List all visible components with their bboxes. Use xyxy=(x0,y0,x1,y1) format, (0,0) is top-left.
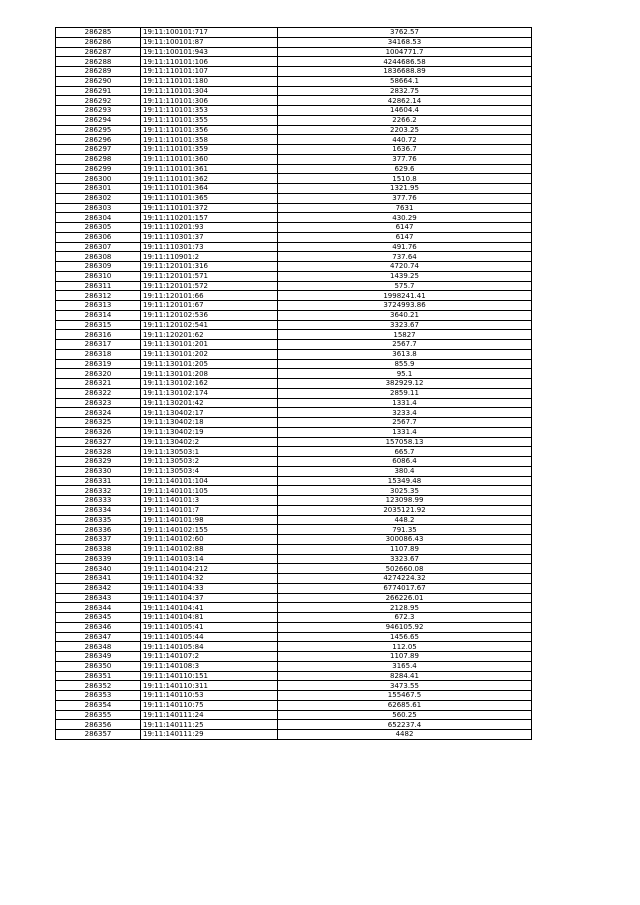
row-id-cell: 286309 xyxy=(56,262,141,272)
row-id-cell: 286322 xyxy=(56,388,141,398)
table-row xyxy=(56,622,532,632)
value-cell: 380.4 xyxy=(278,466,532,476)
value-cell: 4244686.58 xyxy=(278,57,532,67)
row-id-cell: 286305 xyxy=(56,223,141,233)
row-id-cell: 286347 xyxy=(56,632,141,642)
table-row xyxy=(56,271,532,281)
cadastral-number-cell: 19:11:130402:17 xyxy=(141,408,278,418)
cadastral-number-cell: 19:11:110101:361 xyxy=(141,164,278,174)
cadastral-number-cell: 19:11:110101:359 xyxy=(141,145,278,155)
table-row xyxy=(56,476,532,486)
cadastral-number-cell: 19:11:110101:365 xyxy=(141,193,278,203)
value-cell: 1107.89 xyxy=(278,544,532,554)
row-id-cell: 286310 xyxy=(56,271,141,281)
table-row xyxy=(56,213,532,223)
row-id-cell: 286357 xyxy=(56,730,141,740)
row-id-cell: 286342 xyxy=(56,583,141,593)
table-row xyxy=(56,115,532,125)
table-row xyxy=(56,437,532,447)
row-id-cell: 286329 xyxy=(56,457,141,467)
cadastral-number-cell: 19:11:130402:19 xyxy=(141,427,278,437)
row-id-cell: 286306 xyxy=(56,232,141,242)
row-id-cell: 286311 xyxy=(56,281,141,291)
cadastral-number-cell: 19:11:120102:536 xyxy=(141,310,278,320)
cadastral-number-cell: 19:11:140101:104 xyxy=(141,476,278,486)
cadastral-number-cell: 19:11:110101:362 xyxy=(141,174,278,184)
row-id-cell: 286345 xyxy=(56,613,141,623)
value-cell: 377.76 xyxy=(278,193,532,203)
value-cell: 502660.08 xyxy=(278,564,532,574)
value-cell: 652237.4 xyxy=(278,720,532,730)
table-row xyxy=(56,505,532,515)
row-id-cell: 286312 xyxy=(56,291,141,301)
row-id-cell: 286355 xyxy=(56,710,141,720)
cadastral-number-cell: 19:11:110101:364 xyxy=(141,184,278,194)
table-row xyxy=(56,554,532,564)
table-row xyxy=(56,457,532,467)
cadastral-number-cell: 19:11:110101:180 xyxy=(141,76,278,86)
table-row xyxy=(56,135,532,145)
value-cell: 1331.4 xyxy=(278,398,532,408)
value-cell: 155467.5 xyxy=(278,691,532,701)
table-row xyxy=(56,67,532,77)
table-row xyxy=(56,652,532,662)
cadastral-number-cell: 19:11:130503:1 xyxy=(141,447,278,457)
value-cell: 7631 xyxy=(278,203,532,213)
table-row xyxy=(56,681,532,691)
value-cell: 491.76 xyxy=(278,242,532,252)
cadastral-number-cell: 19:11:140105:84 xyxy=(141,642,278,652)
table-row xyxy=(56,164,532,174)
cadastral-number-cell: 19:11:120101:316 xyxy=(141,262,278,272)
cadastral-number-cell: 19:11:110101:355 xyxy=(141,115,278,125)
value-cell: 3025.35 xyxy=(278,486,532,496)
table-row xyxy=(56,223,532,233)
table-row xyxy=(56,710,532,720)
cadastral-number-cell: 19:11:140104:81 xyxy=(141,613,278,623)
table-row xyxy=(56,691,532,701)
cadastral-number-cell: 19:11:120101:66 xyxy=(141,291,278,301)
table-row xyxy=(56,262,532,272)
row-id-cell: 286334 xyxy=(56,505,141,515)
cadastral-number-cell: 19:11:110101:360 xyxy=(141,154,278,164)
row-id-cell: 286350 xyxy=(56,661,141,671)
table-row xyxy=(56,525,532,535)
cadastral-number-cell: 19:11:140104:41 xyxy=(141,603,278,613)
value-cell: 448.2 xyxy=(278,515,532,525)
value-cell: 2567.7 xyxy=(278,340,532,350)
value-cell: 58664.1 xyxy=(278,76,532,86)
table-row xyxy=(56,544,532,554)
cadastral-number-cell: 19:11:140110:53 xyxy=(141,691,278,701)
row-id-cell: 286318 xyxy=(56,349,141,359)
table-row xyxy=(56,57,532,67)
row-id-cell: 286293 xyxy=(56,106,141,116)
row-id-cell: 286346 xyxy=(56,622,141,632)
table-row xyxy=(56,193,532,203)
cadastral-number-cell: 19:11:110901:2 xyxy=(141,252,278,262)
table-row xyxy=(56,720,532,730)
table-row xyxy=(56,730,532,740)
row-id-cell: 286298 xyxy=(56,154,141,164)
value-cell: 62685.61 xyxy=(278,700,532,710)
value-cell: 3473.55 xyxy=(278,681,532,691)
cadastral-number-cell: 19:11:100101:87 xyxy=(141,37,278,47)
cadastral-number-cell: 19:11:110101:304 xyxy=(141,86,278,96)
row-id-cell: 286337 xyxy=(56,535,141,545)
table-row xyxy=(56,154,532,164)
cadastral-number-cell: 19:11:100101:717 xyxy=(141,28,278,38)
row-id-cell: 286313 xyxy=(56,301,141,311)
row-id-cell: 286308 xyxy=(56,252,141,262)
table-row xyxy=(56,252,532,262)
table-row xyxy=(56,671,532,681)
table-row xyxy=(56,242,532,252)
cadastral-number-cell: 19:11:130101:205 xyxy=(141,359,278,369)
table-row xyxy=(56,613,532,623)
table-row xyxy=(56,700,532,710)
cadastral-number-cell: 19:11:130402:18 xyxy=(141,418,278,428)
value-cell: 1998241.41 xyxy=(278,291,532,301)
value-cell: 15349.48 xyxy=(278,476,532,486)
row-id-cell: 286291 xyxy=(56,86,141,96)
value-cell: 3165.4 xyxy=(278,661,532,671)
value-cell: 2859.11 xyxy=(278,388,532,398)
value-cell: 3724993.86 xyxy=(278,301,532,311)
table-row xyxy=(56,281,532,291)
cadastral-number-cell: 19:11:140111:25 xyxy=(141,720,278,730)
row-id-cell: 286344 xyxy=(56,603,141,613)
table-row xyxy=(56,203,532,213)
cadastral-number-cell: 19:11:110301:73 xyxy=(141,242,278,252)
cadastral-number-cell: 19:11:130503:4 xyxy=(141,466,278,476)
value-cell: 672.3 xyxy=(278,613,532,623)
row-id-cell: 286331 xyxy=(56,476,141,486)
value-cell: 3323.67 xyxy=(278,320,532,330)
value-cell: 1636.7 xyxy=(278,145,532,155)
value-cell: 300086.43 xyxy=(278,535,532,545)
table-row xyxy=(56,86,532,96)
value-cell: 95.1 xyxy=(278,369,532,379)
value-cell: 2832.75 xyxy=(278,86,532,96)
cadastral-number-cell: 19:11:140101:7 xyxy=(141,505,278,515)
table-row xyxy=(56,661,532,671)
value-cell: 112.05 xyxy=(278,642,532,652)
cadastral-number-cell: 19:11:120102:541 xyxy=(141,320,278,330)
cadastral-number-cell: 19:11:140104:37 xyxy=(141,593,278,603)
table-row xyxy=(56,291,532,301)
row-id-cell: 286332 xyxy=(56,486,141,496)
row-id-cell: 286290 xyxy=(56,76,141,86)
value-cell: 3613.8 xyxy=(278,349,532,359)
table-row xyxy=(56,369,532,379)
cadastral-number-cell: 19:11:140107:2 xyxy=(141,652,278,662)
table-row xyxy=(56,106,532,116)
value-cell: 2128.95 xyxy=(278,603,532,613)
value-cell: 1331.4 xyxy=(278,427,532,437)
cadastral-number-cell: 19:11:110101:107 xyxy=(141,67,278,77)
cadastral-number-cell: 19:11:140104:33 xyxy=(141,583,278,593)
table-body xyxy=(56,28,532,740)
cadastral-number-cell: 19:11:110201:93 xyxy=(141,223,278,233)
value-cell: 2567.7 xyxy=(278,418,532,428)
table-row xyxy=(56,330,532,340)
value-cell: 123098.99 xyxy=(278,496,532,506)
value-cell: 34168.53 xyxy=(278,37,532,47)
value-cell: 266226.01 xyxy=(278,593,532,603)
value-cell: 1004771.7 xyxy=(278,47,532,57)
value-cell: 6147 xyxy=(278,223,532,233)
row-id-cell: 286295 xyxy=(56,125,141,135)
value-cell: 737.64 xyxy=(278,252,532,262)
cadastral-number-cell: 19:11:140101:3 xyxy=(141,496,278,506)
cadastral-number-cell: 19:11:140111:29 xyxy=(141,730,278,740)
value-cell: 1439.25 xyxy=(278,271,532,281)
cadastral-number-cell: 19:11:120101:67 xyxy=(141,301,278,311)
value-cell: 946105.92 xyxy=(278,622,532,632)
row-id-cell: 286289 xyxy=(56,67,141,77)
table-row xyxy=(56,125,532,135)
value-cell: 1107.89 xyxy=(278,652,532,662)
cadastral-number-cell: 19:11:130101:201 xyxy=(141,340,278,350)
data-table xyxy=(55,27,532,740)
row-id-cell: 286326 xyxy=(56,427,141,437)
row-id-cell: 286299 xyxy=(56,164,141,174)
cadastral-number-cell: 19:11:130503:2 xyxy=(141,457,278,467)
row-id-cell: 286285 xyxy=(56,28,141,38)
table-row xyxy=(56,447,532,457)
value-cell: 3762.57 xyxy=(278,28,532,38)
table-row xyxy=(56,76,532,86)
row-id-cell: 286354 xyxy=(56,700,141,710)
row-id-cell: 286316 xyxy=(56,330,141,340)
row-id-cell: 286292 xyxy=(56,96,141,106)
value-cell: 6086.4 xyxy=(278,457,532,467)
table-row xyxy=(56,593,532,603)
row-id-cell: 286348 xyxy=(56,642,141,652)
table-row xyxy=(56,515,532,525)
cadastral-number-cell: 19:11:130102:174 xyxy=(141,388,278,398)
row-id-cell: 286323 xyxy=(56,398,141,408)
value-cell: 2203.25 xyxy=(278,125,532,135)
value-cell: 4720.74 xyxy=(278,262,532,272)
value-cell: 1321.95 xyxy=(278,184,532,194)
cadastral-number-cell: 19:11:130102:162 xyxy=(141,379,278,389)
row-id-cell: 286335 xyxy=(56,515,141,525)
table-row xyxy=(56,28,532,38)
cadastral-number-cell: 19:11:140102:88 xyxy=(141,544,278,554)
cadastral-number-cell: 19:11:140102:155 xyxy=(141,525,278,535)
row-id-cell: 286294 xyxy=(56,115,141,125)
row-id-cell: 286304 xyxy=(56,213,141,223)
cadastral-number-cell: 19:11:130402:2 xyxy=(141,437,278,447)
row-id-cell: 286340 xyxy=(56,564,141,574)
table-row xyxy=(56,320,532,330)
value-cell: 440.72 xyxy=(278,135,532,145)
table-row xyxy=(56,466,532,476)
row-id-cell: 286320 xyxy=(56,369,141,379)
row-id-cell: 286336 xyxy=(56,525,141,535)
value-cell: 3323.67 xyxy=(278,554,532,564)
table-row xyxy=(56,37,532,47)
cadastral-number-cell: 19:11:140111:24 xyxy=(141,710,278,720)
value-cell: 377.76 xyxy=(278,154,532,164)
table-row xyxy=(56,418,532,428)
row-id-cell: 286325 xyxy=(56,418,141,428)
row-id-cell: 286349 xyxy=(56,652,141,662)
value-cell: 791.35 xyxy=(278,525,532,535)
cadastral-number-cell: 19:11:110101:358 xyxy=(141,135,278,145)
table-row xyxy=(56,603,532,613)
cadastral-number-cell: 19:11:110101:356 xyxy=(141,125,278,135)
cadastral-number-cell: 19:11:130201:42 xyxy=(141,398,278,408)
cadastral-number-cell: 19:11:140105:44 xyxy=(141,632,278,642)
row-id-cell: 286319 xyxy=(56,359,141,369)
cadastral-number-cell: 19:11:120101:571 xyxy=(141,271,278,281)
cadastral-number-cell: 19:11:120201:62 xyxy=(141,330,278,340)
row-id-cell: 286297 xyxy=(56,145,141,155)
row-id-cell: 286286 xyxy=(56,37,141,47)
row-id-cell: 286351 xyxy=(56,671,141,681)
cadastral-number-cell: 19:11:110301:37 xyxy=(141,232,278,242)
table-row xyxy=(56,47,532,57)
value-cell: 382929.12 xyxy=(278,379,532,389)
row-id-cell: 286288 xyxy=(56,57,141,67)
row-id-cell: 286324 xyxy=(56,408,141,418)
row-id-cell: 286307 xyxy=(56,242,141,252)
cadastral-number-cell: 19:11:130101:202 xyxy=(141,349,278,359)
cadastral-number-cell: 19:11:120101:572 xyxy=(141,281,278,291)
cadastral-number-cell: 19:11:100101:943 xyxy=(141,47,278,57)
row-id-cell: 286338 xyxy=(56,544,141,554)
row-id-cell: 286296 xyxy=(56,135,141,145)
row-id-cell: 286317 xyxy=(56,340,141,350)
table-row xyxy=(56,398,532,408)
cadastral-number-cell: 19:11:140101:105 xyxy=(141,486,278,496)
cadastral-number-cell: 19:11:140105:41 xyxy=(141,622,278,632)
cadastral-number-cell: 19:11:140110:311 xyxy=(141,681,278,691)
value-cell: 6147 xyxy=(278,232,532,242)
cadastral-number-cell: 19:11:140103:14 xyxy=(141,554,278,564)
table-row xyxy=(56,340,532,350)
cadastral-number-cell: 19:11:110101:372 xyxy=(141,203,278,213)
row-id-cell: 286314 xyxy=(56,310,141,320)
cadastral-number-cell: 19:11:140104:32 xyxy=(141,574,278,584)
cadastral-number-cell: 19:11:140108:3 xyxy=(141,661,278,671)
table-row xyxy=(56,145,532,155)
value-cell: 1510.8 xyxy=(278,174,532,184)
table-row xyxy=(56,486,532,496)
value-cell: 3233.4 xyxy=(278,408,532,418)
table-row xyxy=(56,96,532,106)
table-row xyxy=(56,408,532,418)
table-row xyxy=(56,349,532,359)
table-row xyxy=(56,642,532,652)
cadastral-number-cell: 19:11:140110:75 xyxy=(141,700,278,710)
table-row xyxy=(56,310,532,320)
value-cell: 1456.65 xyxy=(278,632,532,642)
cadastral-number-cell: 19:11:110101:306 xyxy=(141,96,278,106)
row-id-cell: 286352 xyxy=(56,681,141,691)
table-row xyxy=(56,359,532,369)
cadastral-number-cell: 19:11:140101:98 xyxy=(141,515,278,525)
row-id-cell: 286330 xyxy=(56,466,141,476)
table-row xyxy=(56,388,532,398)
table-row xyxy=(56,535,532,545)
row-id-cell: 286287 xyxy=(56,47,141,57)
value-cell: 629.6 xyxy=(278,164,532,174)
table-row xyxy=(56,574,532,584)
value-cell: 855.9 xyxy=(278,359,532,369)
table-row xyxy=(56,301,532,311)
row-id-cell: 286343 xyxy=(56,593,141,603)
cadastral-number-cell: 19:11:140110:151 xyxy=(141,671,278,681)
value-cell: 560.25 xyxy=(278,710,532,720)
cadastral-number-cell: 19:11:110101:353 xyxy=(141,106,278,116)
cadastral-number-cell: 19:11:140102:60 xyxy=(141,535,278,545)
row-id-cell: 286339 xyxy=(56,554,141,564)
row-id-cell: 286327 xyxy=(56,437,141,447)
value-cell: 14604.4 xyxy=(278,106,532,116)
table-row xyxy=(56,427,532,437)
value-cell: 8284.41 xyxy=(278,671,532,681)
row-id-cell: 286341 xyxy=(56,574,141,584)
value-cell: 42862.14 xyxy=(278,96,532,106)
table-row xyxy=(56,583,532,593)
cadastral-number-cell: 19:11:110201:157 xyxy=(141,213,278,223)
table-row xyxy=(56,496,532,506)
table-row xyxy=(56,184,532,194)
table-row xyxy=(56,379,532,389)
table-row xyxy=(56,174,532,184)
cadastral-number-cell: 19:11:110101:106 xyxy=(141,57,278,67)
row-id-cell: 286356 xyxy=(56,720,141,730)
value-cell: 575.7 xyxy=(278,281,532,291)
row-id-cell: 286302 xyxy=(56,193,141,203)
value-cell: 2266.2 xyxy=(278,115,532,125)
value-cell: 1836688.89 xyxy=(278,67,532,77)
value-cell: 430.29 xyxy=(278,213,532,223)
value-cell: 2035121.92 xyxy=(278,505,532,515)
value-cell: 4482 xyxy=(278,730,532,740)
row-id-cell: 286303 xyxy=(56,203,141,213)
row-id-cell: 286328 xyxy=(56,447,141,457)
cadastral-number-cell: 19:11:130101:208 xyxy=(141,369,278,379)
value-cell: 3640.21 xyxy=(278,310,532,320)
table-row xyxy=(56,632,532,642)
value-cell: 6774017.67 xyxy=(278,583,532,593)
cadastral-number-cell: 19:11:140104:212 xyxy=(141,564,278,574)
row-id-cell: 286321 xyxy=(56,379,141,389)
value-cell: 15827 xyxy=(278,330,532,340)
value-cell: 157058.13 xyxy=(278,437,532,447)
value-cell: 4274224.32 xyxy=(278,574,532,584)
row-id-cell: 286353 xyxy=(56,691,141,701)
row-id-cell: 286315 xyxy=(56,320,141,330)
table-row xyxy=(56,232,532,242)
row-id-cell: 286300 xyxy=(56,174,141,184)
value-cell: 665.7 xyxy=(278,447,532,457)
row-id-cell: 286333 xyxy=(56,496,141,506)
row-id-cell: 286301 xyxy=(56,184,141,194)
table-row xyxy=(56,564,532,574)
